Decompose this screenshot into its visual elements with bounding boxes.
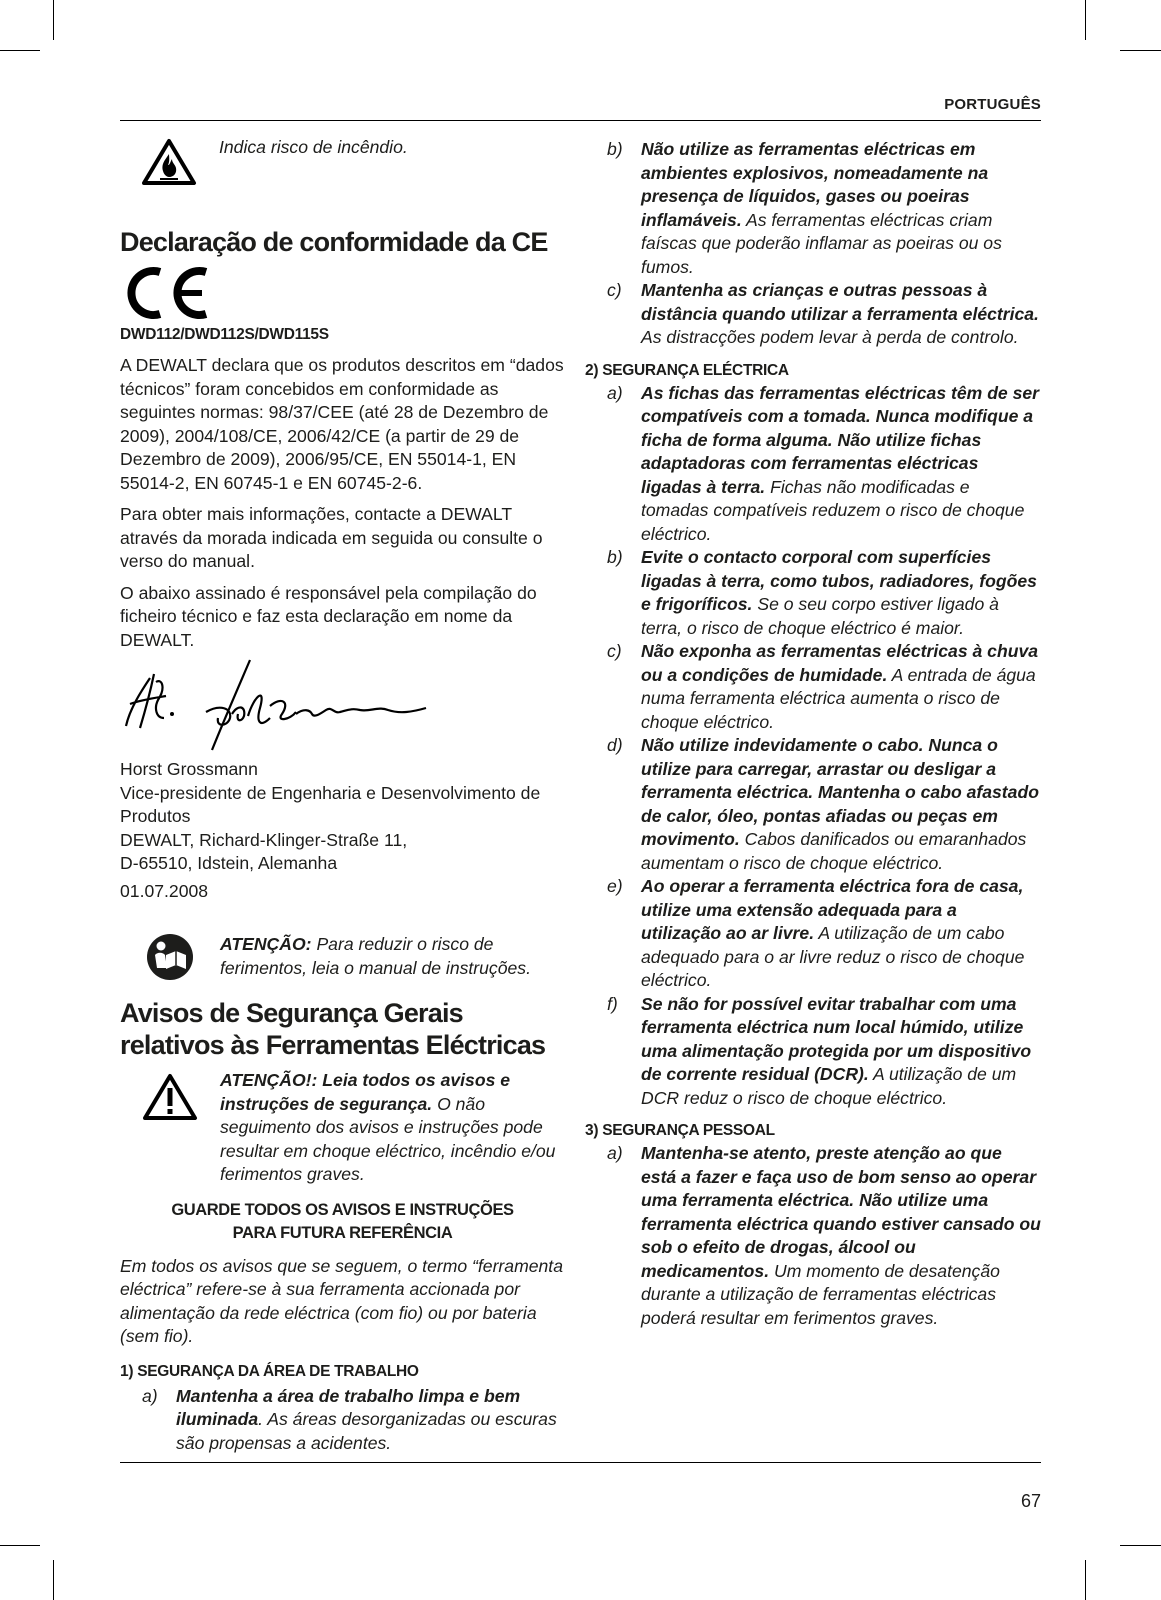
attention-text: Para reduzir o risco de ferimentos, leia o manual de instruções. — [220, 934, 531, 978]
crop-mark — [53, 0, 54, 40]
item-bold-text: Mantenha a área de trabalho limpa e bem iluminada — [176, 1385, 521, 1429]
crop-mark — [1085, 1560, 1086, 1600]
header-rule — [120, 120, 1041, 121]
footer-rule — [120, 1462, 1041, 1463]
crop-mark — [0, 1545, 40, 1546]
item-letter: e) — [607, 876, 623, 896]
item-letter: a) — [607, 382, 623, 403]
list-item — [607, 640, 1041, 734]
item-text: Fichas não modificadas e tomadas compatíveis reduzem o risco de choque eléctrico. — [641, 476, 1025, 544]
item-bold-text: Não utilize indevidamente o cabo. Nunca o utilize para carregar, arrastar ou desligar a ferramenta eléctrica. Mantenha o cabo afastado de calor, óleo, pontas afiadas ou peças em movimento. — [641, 735, 1039, 849]
list-item — [607, 1142, 1041, 1330]
crop-mark — [0, 50, 40, 51]
item-body — [641, 734, 1041, 875]
item-bold-text: Não utilize as ferramentas eléctricas em ambientes explosivos, nomeadamente na presença de líquidos, gases ou poeiras inflamáveis. — [641, 139, 989, 230]
item-bold-text: Não exponha as ferramentas eléctricas à chuva ou a condições de humidade. — [641, 641, 1039, 685]
warning-text: O não seguimento dos avisos e instruções pode resultar em choque eléctrico, incêndio e/ou ferimentos graves. — [220, 1093, 556, 1184]
declaration-date: 01.07.2008 — [120, 880, 209, 901]
item-letter: a) — [607, 1143, 623, 1163]
attention-label: ATENÇÃO: — [220, 934, 312, 954]
item-body — [641, 546, 1041, 640]
item-text: . As áreas desorganizadas ou escuras são propensas a acidentes. — [176, 1409, 557, 1453]
list-item — [607, 138, 1041, 279]
item-body — [641, 875, 1041, 993]
item-letter: c) — [607, 641, 622, 661]
address-line-1: DEWALT, Richard-Klinger-Straße 11, — [120, 829, 408, 850]
list-item — [607, 734, 1041, 875]
item-text: A utilização de um DCR reduz o risco de choque eléctrico. — [641, 1064, 1017, 1108]
fire-note-row — [119, 138, 565, 186]
ce-declaration-title: Declaração de conformidade da CE — [120, 227, 548, 257]
crop-mark — [1120, 1545, 1161, 1546]
list-item — [607, 875, 1041, 993]
item-letter: d) — [607, 735, 623, 755]
section-heading: 2) SEGURANÇA ELÉCTRICA — [585, 361, 789, 379]
fire-warning-icon — [119, 138, 219, 186]
item-body — [641, 640, 1041, 734]
warning-triangle-icon — [120, 1069, 220, 1121]
signature-image — [120, 648, 565, 758]
item-body — [641, 1142, 1041, 1330]
list-item — [607, 993, 1041, 1111]
item-body — [641, 993, 1041, 1111]
list-item — [607, 382, 1041, 547]
left-column — [120, 138, 565, 1455]
item-letter: b) — [607, 547, 623, 567]
list-item — [607, 279, 1041, 350]
keep-line-2: PARA FUTURA REFERÊNCIA — [232, 1223, 453, 1242]
intro-text: Em todos os avisos que se seguem, o termo “ferramenta eléctrica” refere-se à sua ferramenta accionada por alimentação da rede eléctrica (com fio) ou por bateria (sem fio). — [120, 1255, 563, 1346]
item-bold-text: Ao operar a ferramenta eléctrica fora de casa, utilize uma extensão adequada para a utilização ao ar livre. — [641, 876, 1024, 943]
ce-mark-logo — [120, 264, 565, 322]
item-text: A utilização de um cabo adequado para o ar livre reduz o risco de choque eléctrico. — [641, 923, 1025, 990]
ce-paragraph-1: A DEWALT declara que os produtos descritos em “dados técnicos” foram concebidos em conformidade as seguintes normas: 98/37/CEE (até 28 de Dezembro de 2009), 2004/108/CE, 2006/42/CE (a partir de 29 de Dezembro de 2009), 2006/95/CE, EN 55014-1, EN 55014-2, EN 60745-1 e EN 60745-2-6. — [120, 355, 564, 493]
list-item — [142, 1385, 565, 1456]
address-line-2: D-65510, Idstein, Alemanha — [120, 853, 338, 873]
item-letter: f) — [607, 993, 618, 1014]
warning-row — [120, 1069, 565, 1187]
item-text: A entrada de água numa ferramenta eléctrica aumenta o risco de choque eléctrico. — [641, 664, 1036, 732]
item-text: As ferramentas eléctricas criam faíscas que poderão inflamar as poeiras ou os fumos. — [641, 209, 1002, 277]
item-body — [641, 382, 1041, 547]
item-text: As distracções podem levar à perda de controlo. — [641, 327, 1019, 347]
item-bold-text: Evite o contacto corporal com superfícies ligadas à terra, como tubos, radiadores, fogões e frigoríficos. — [641, 547, 1037, 614]
item-letter: a) — [142, 1385, 158, 1406]
model-numbers: DWD112/DWD112S/DWD115S — [120, 326, 329, 343]
item-body — [641, 279, 1041, 350]
warning-text-block — [220, 1069, 565, 1187]
ce-paragraph-2: Para obter mais informações, contacte a DEWALT através da morada indicada em seguida ou consulte o verso do manual. — [120, 504, 543, 571]
item-bold-text: Se não for possível evitar trabalhar com uma ferramenta eléctrica num local húmido, utilize uma alimentação protegida por um dispositivo de corrente residual (DCR). — [641, 993, 1032, 1084]
item-bold-text: Mantenha as crianças e outras pessoas à distância quando utilizar a ferramenta eléctrica. — [641, 280, 1039, 324]
item-text: Cabos danificados ou emaranhados aumentam o risco de choque eléctrico. — [641, 829, 1027, 873]
read-manual-icon — [120, 933, 220, 981]
fire-note-text: Indica risco de incêndio. — [219, 137, 408, 157]
crop-mark — [53, 1560, 54, 1600]
crop-mark — [1085, 0, 1086, 40]
item-body — [641, 138, 1041, 279]
page-number: 67 — [1020, 1491, 1041, 1511]
item-text: Um momento de desatenção durante a utilização de ferramentas eléctricas poderá resultar em ferimentos graves. — [641, 1260, 1000, 1328]
item-bold-text: Mantenha-se atento, preste atenção ao que está a fazer e faça uso de bom senso ao operar uma ferramenta eléctrica. Não utilize uma ferramenta eléctrica quando estiver cansado ou sob o efeito de drogas, álcool ou medicamentos. — [641, 1143, 1041, 1281]
section-heading: 3) SEGURANÇA PESSOAL — [585, 1122, 775, 1139]
signatory-name: Horst Grossmann — [120, 759, 258, 779]
language-header: PORTUGUÊS — [944, 96, 1041, 113]
item-body — [176, 1385, 565, 1456]
crop-mark — [1120, 50, 1161, 51]
ce-paragraph-3: O abaixo assinado é responsável pela compilação do ficheiro técnico e faz esta declaração em nome da DEWALT. — [120, 582, 537, 650]
item-bold-text: As fichas das ferramentas eléctricas têm de ser compatíveis com a tomada. Nunca modifique a ficha de forma alguma. Não utilize fichas adaptadoras com ferramentas eléctricas ligadas à terra. — [641, 382, 1040, 497]
attention-manual-text — [220, 933, 565, 980]
signatory-title: Vice-presidente de Engenharia e Desenvolvimento de Produtos — [120, 782, 541, 826]
item-letter: b) — [607, 139, 623, 159]
keep-line-1: GUARDE TODOS OS AVISOS E INSTRUÇÕES — [171, 1200, 514, 1219]
safety-warnings-title: Avisos de Segurança Gerais relativos às Ferramentas Eléctricas — [120, 998, 546, 1060]
right-column — [585, 138, 1041, 1330]
item-text: Se o seu corpo estiver ligado à terra, o risco de choque eléctrico é maior. — [641, 594, 999, 638]
section-heading: 1) SEGURANÇA DA ÁREA DE TRABALHO — [120, 1362, 419, 1380]
keep-instructions-heading — [120, 1199, 565, 1245]
attention-manual-row — [120, 933, 565, 981]
list-item — [607, 546, 1041, 640]
warning-label: ATENÇÃO!: Leia todos os avisos e instruções de segurança. — [220, 1070, 511, 1114]
item-letter: c) — [607, 280, 622, 300]
